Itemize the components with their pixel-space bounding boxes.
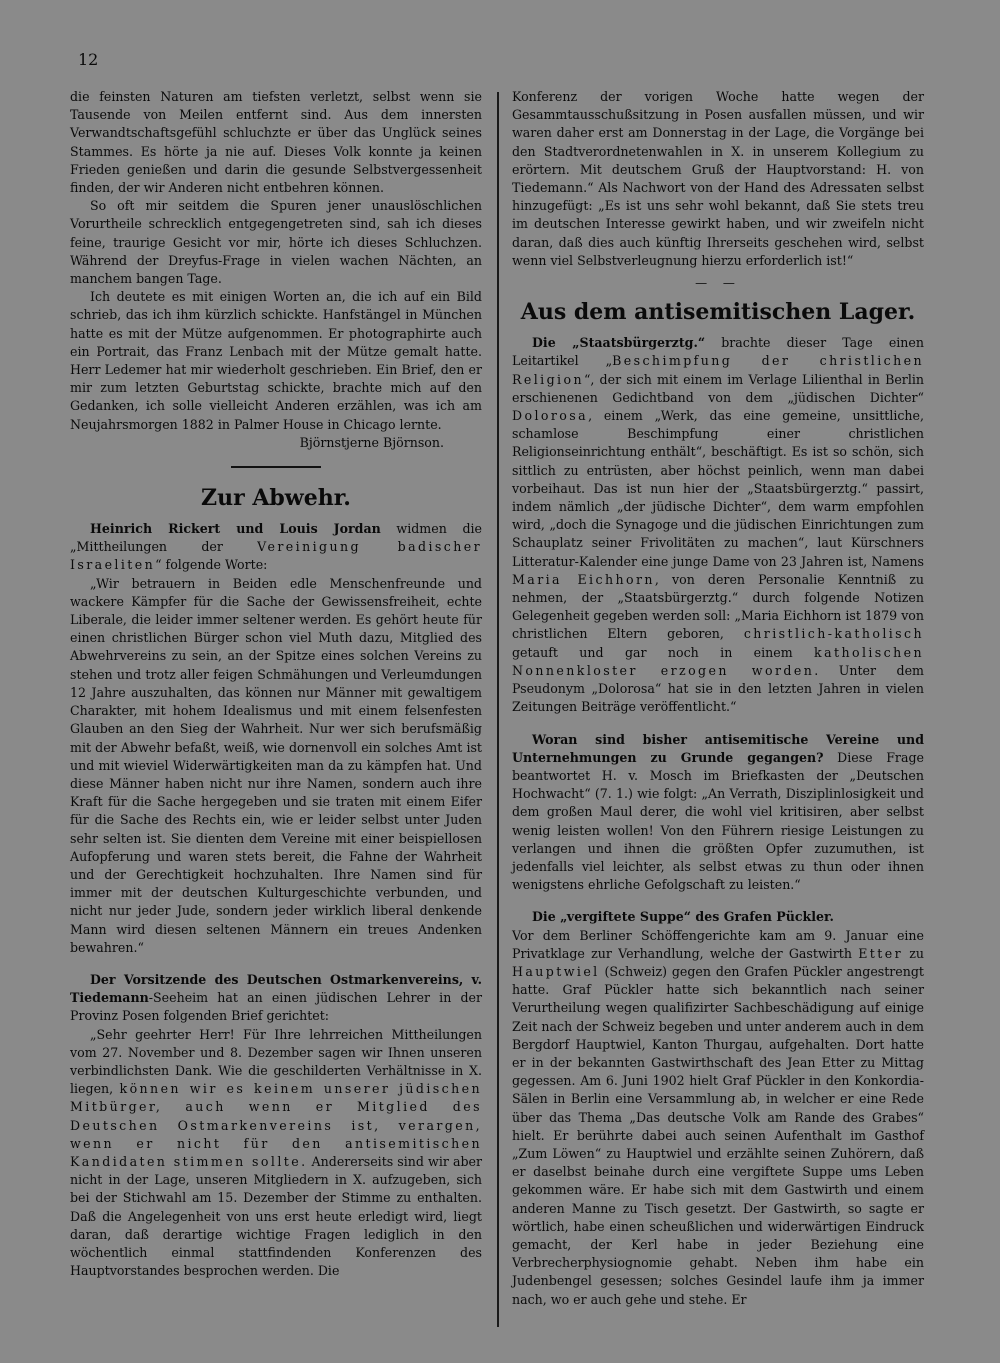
- article-paragraph: Die „Staatsbürgerztg.“ brachte dieser Tage einen Leitartikel „Beschimpfung der christlichen Religion“, der sich mit einem im Verlage Lilienthal in Berlin erschienenen Gedichtband von dem „jüdischen Dichter“ Dolorosa, einem „Werk, das eine gemeine, unsittliche, schamlose Beschimpfung einer christlichen Religionseinrichtung enthält“, beschäftigt. Es ist so schön, sich sittlich zu entrüsten, aber höchst peinlich, wenn man dabei vorbeihaut. Das ist nun hier der „Staatsbürgerztg.“ passirt, indem nämlich „der jüdische Dichter“, dem warm empfohlen wird, „doch die Synagoge und die jüdischen Einrichtungen zum Schauplatz seiner Frivolitäten zu machen“, laut Kürschners Litteratur-Kalender eine junge Dame von 23 Jahren ist, Namens Maria Eichhorn, von deren Personalie Kenntniß zu nehmen, der „Staatsbürgerztg.“ durch folgende Notizen Gelegenheit gegeben werden soll: „Maria Eichhorn ist 1879 von christlichen Eltern geboren, christlich-katholisch getauft und gar noch in einem katholischen Nonnenkloster erzogen worden. Unter dem Pseudonym „Dolorosa“ hat sie in den letzten Jahren in vielen Zeitungen Beiträge veröffentlicht.“: [512, 335, 924, 715]
- section-heading: Aus dem antisemitischen Lager.: [520, 299, 916, 326]
- section-rule: [231, 466, 321, 468]
- article-lead: Der Vorsitzende des Deutschen Ostmarkenvereins, v. Tiedemann: [70, 971, 482, 1006]
- section-heading: Zur Abwehr.: [201, 485, 351, 512]
- column-divider: [497, 92, 499, 1327]
- right-column: [512, 88, 924, 1309]
- left-column: [70, 88, 482, 1280]
- article-paragraph: Heinrich Rickert und Louis Jordan widmen die „Mittheilungen der Vereinigung badischer Israeliten“ folgende Worte:: [70, 521, 483, 573]
- quoted-text: „Wir betrauern in Beiden edle Menschenfreunde und wackere Kämpfer für die Sache der Gewissensfreiheit, echte Liberale, die leider immer seltener werden. Es gehört heute für einen christlichen Bürger schon viel Muth dazu, Mitglied des Abwehrvereins zu sein, an der Spitze eines solchen Vereins zu stehen und trotz aller feigen Schmähungen und Verleumdungen 12 Jahre auszuhalten, das können nur Männer mit gewaltigem Charakter, mit hohem Idealismus und mit einem felsenfesten Glauben an den Sieg der Wahrheit. Nur wer sich berufsmäßig mit der Abwehr befaßt, weiß, wie dornenvoll ein solches Amt ist und mit wieviel Widerwärtigkeiten man da zu kämpfen hat. Und diese Männer haben nicht nur ihre Namen, sondern auch ihre Kraft für die Sache hergegeben und sie traten mit einem Eifer für die Sache des Rechts ein, wie er leider selbst unter Juden sehr selten ist. Sie dienten dem Vereine mit einer beispiellosen Aufopferung und waren stets bereit, die Fahne der Wahrheit und der Gerechtigkeit hochzuhalten. Ihre Namen sind für immer mit der deutschen Kulturgeschichte verbunden, und nicht nur jeder Jude, sondern jeder wirklich liberal denkende Mann wird diesen seltenen Männern ein treues Andenken bewahren.“: [70, 575, 482, 955]
- article-lead: Woran sind bisher antisemitische Vereine und Unternehmungen zu Grunde gegangen?: [512, 731, 924, 765]
- author-signature: Björnstjerne Björnson.: [299, 434, 444, 450]
- article-paragraph: Ich deutete es mit einigen Worten an, die ich auf ein Bild schrieb, das ich ihm kürzlich schickte. Hanfstängel in München hatte es mit der Mütze aufgenommen. Er photographirte auch ein Portrait, das Franz Lenbach mit der Mütze gemalt hatte. Herr Ledemer hat mir wiederholt geschrieben. Ein Brief, den er mir zum letzten Geburtstag schickte, brachte mich auf den Gedanken, ich solle vielleicht Anderen erzählen, was ich am Neujahrsmorgen 1882 in Palmer House in Chicago lernte.: [70, 289, 482, 432]
- section-separator: — —: [695, 276, 741, 291]
- article-lead: Heinrich Rickert und Louis Jordan: [90, 521, 381, 537]
- article-lead: Die „vergiftete Suppe“ des Grafen Pückler.: [532, 909, 834, 925]
- article-paragraph: Konferenz der vorigen Woche hatte wegen der Gesammtausschußsitzung in Posen ausfallen müssen, und wir waren daher erst am Donnerstag in der Lage, die Vorgänge bei den Stadtverordnetenwahlen in X. in unserem Kollegium zu erörtern. Mit deutschem Gruß der Hauptvorstand: H. von Tiedemann.“ Als Nachwort von der Hand des Adressaten selbst hinzugefügt: „Es ist uns sehr wohl bekannt, daß Sie stets treu im deutschen Interesse gewirkt haben, und wir zweifeln nicht daran, daß dies auch künftig Ihrerseits geschehen wird, selbst wenn viel Selbstverleugnung hierzu erforderlich ist!“: [512, 89, 924, 268]
- quoted-letter: „Sehr geehrter Herr! Für Ihre lehrreichen Mittheilungen vom 27. November und 8. Dezember sagen wir Ihnen unseren verbindlichsten Dank. Wie die geschilderten Verhältnisse in X. liegen, können wir es keinem unserer jüdischen Mitbürger, auch wenn er Mitglied des Deutschen Ostmarkenvereins ist, verargen, wenn er nicht für den antisemitischen Kandidaten stimmen sollte. Andererseits sind wir aber nicht in der Lage, unseren Mitgliedern in X. aufzugeben, sich bei der Stichwahl am 15. Dezember der Stimme zu enthalten. Daß die Angelegenheit von uns erst heute erledigt wird, liegt daran, daß derartige wichtige Fragen lediglich in den wöchentlich einmal stattfindenden Konferenzen des Hauptvorstandes besprochen werden. Die: [70, 1026, 482, 1279]
- page-number: 12: [78, 50, 99, 69]
- article-lead: Die „Staatsbürgerztg.“: [532, 335, 706, 351]
- article-paragraph: Der Vorsitzende des Deutschen Ostmarkenvereins, v. Tiedemann-Seeheim hat an einen jüdischen Lehrer in der Provinz Posen folgenden Brief gerichtet:: [70, 971, 482, 1024]
- article-paragraph: Die „vergiftete Suppe“ des Grafen Pückler. Vor dem Berliner Schöffengerichte kam am 9. Januar eine Privatklage zur Verhandlung, welche der Gastwirth Etter zu Hauptwiel (Schweiz) gegen den Grafen Pückler angestrengt hatte. Graf Pückler hatte sich bekanntlich nach seiner Verurtheilung wegen qualifizirter Sachbeschädigung auf einige Zeit nach der Schweiz begeben und unter anderem auch in dem Bergdorf Hauptwiel, Kanton Thurgau, aufgehalten. Dort hatte er in der bekannten Gastwirthschaft des Jean Etter zu Mittag gegessen. Am 6. Juni 1902 hielt Graf Pückler in den Konkordia-Sälen in Berlin eine Versammlung ab, in welcher er eine Rede über das Thema „Das deutsche Volk am Rande des Grabes“ hielt. Er berührte dabei auch seinen Aufenthalt im Gasthof „Zum Löwen“ zu Hauptwiel und erzählte seinen Zuhörern, daß er daselbst beinahe durch eine vergiftete Suppe ums Leben gekommen wäre. Er habe sich mit dem Gastwirth und einem anderen Manne zu Tisch gesetzt. Der Gastwirth, so sagte er wörtlich, habe einen scheußlichen und widerwärtigen Eindruck gemacht, der Kerl habe in jeder Beziehung eine Verbrecherphysiognomie gehabt. Neben ihm habe ein Judenbengel gesessen; solches Gesindel laufe ihm ja immer nach, wo er auch gehe und stehe. Er: [512, 909, 924, 1307]
- article-paragraph: Woran sind bisher antisemitische Vereine und Unternehmungen zu Grunde gegangen? Diese Frage beantwortet H. v. Mosch im Briefkasten der „Deutschen Hochwacht“ (7. 1.) wie folgt: „An Verrath, Disziplinlosigkeit und dem großen Maul derer, die wohl viel kritisiren, aber selbst wenig leisten wollen! Von den Führern riesige Leistungen zu verlangen und ihnen die größten Opfer zuzumuthen, ist jedenfalls viel leichter, als selbst etwas zu thun oder ihnen wenigstens ehrliche Gefolgschaft zu leisten.“: [512, 731, 924, 893]
- article-paragraph: die feinsten Naturen am tiefsten verletzt, selbst wenn sie Tausende von Meilen entfernt sind. Aus dem innersten Verwandtschaftsgefühl schluchzte er über das Unglück seines Stammes. Es hörte ja nie auf. Dieses Volk konnte ja keinen Frieden genießen und darin die gesunde Selbstvergessenheit finden, der wir Anderen nicht entbehren können.: [70, 89, 482, 196]
- article-paragraph: So oft mir seitdem die Spuren jener unauslöschlichen Vorurtheile schrecklich entgegengetreten sind, sah ich dieses feine, traurige Gesicht vor mir, hörte ich dieses Schluchzen. Während der Dreyfus-Frage in vielen wachen Nächten, an manchem bangen Tage.: [70, 198, 482, 287]
